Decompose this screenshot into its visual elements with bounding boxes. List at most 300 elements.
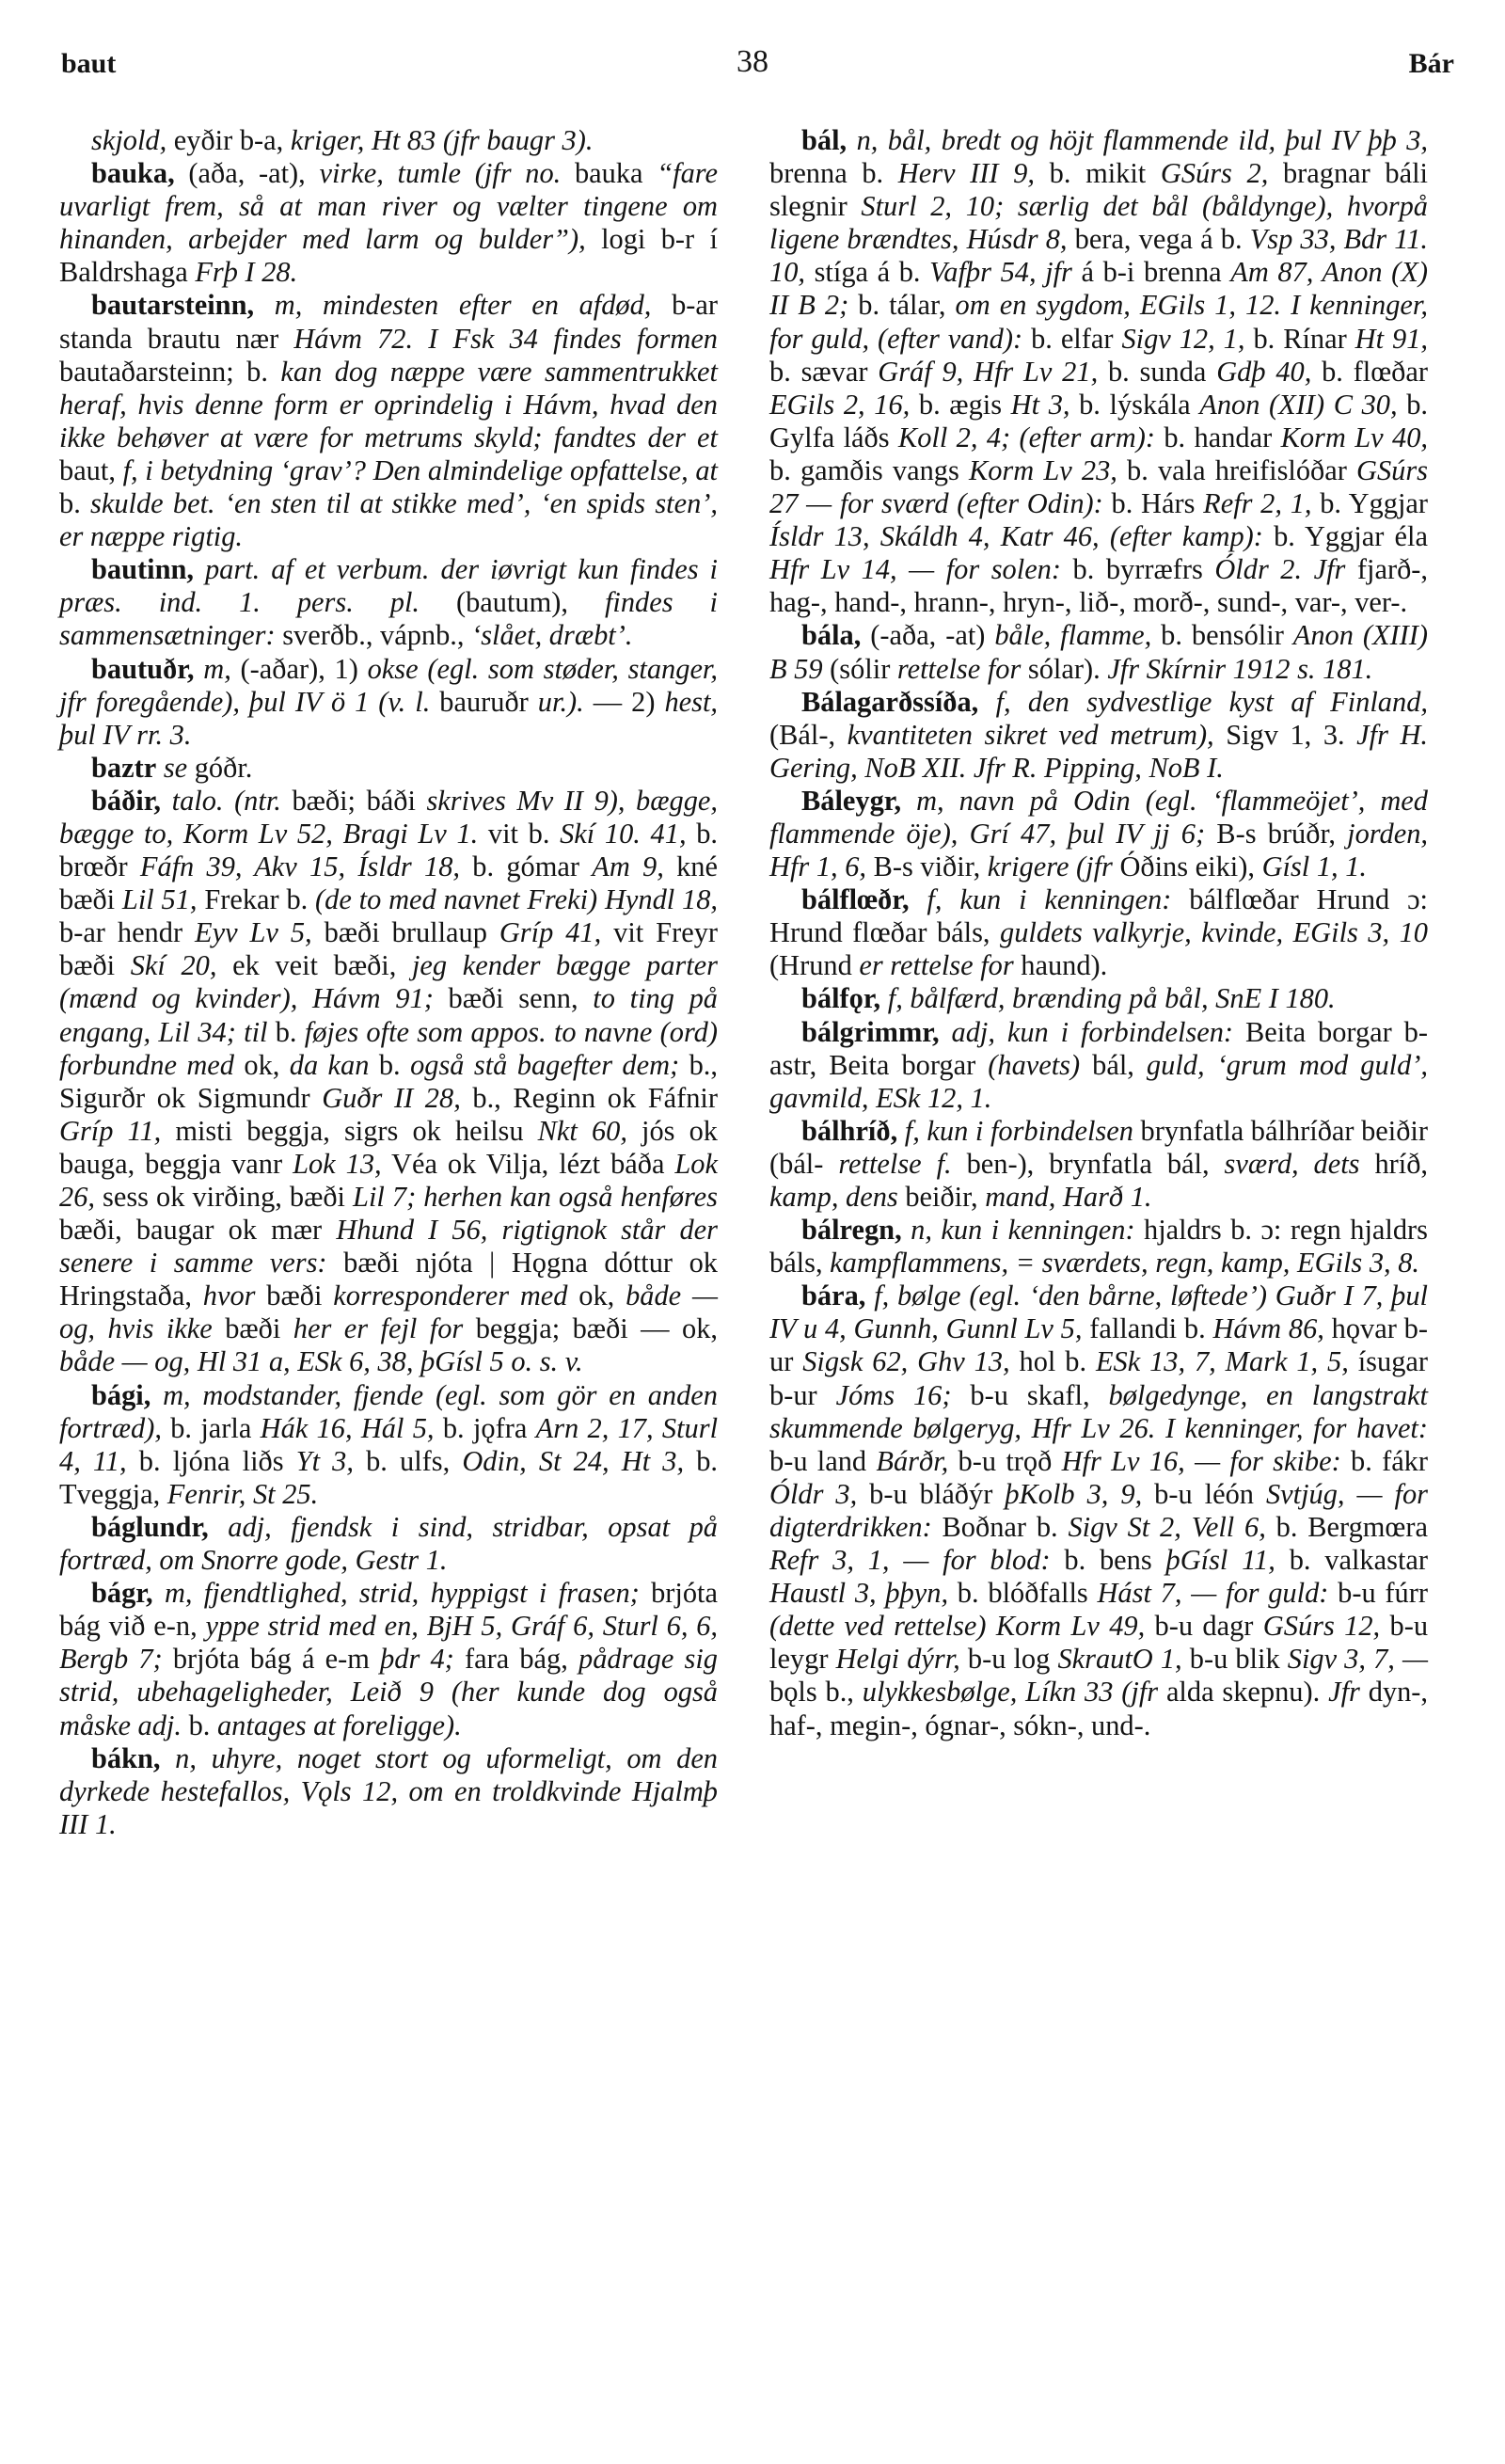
italic-gloss: findes i sammensætninger: [59, 586, 718, 652]
entry-text: b. ulfs, [353, 1444, 463, 1477]
headword: bági, [91, 1378, 151, 1411]
italic-gloss: Jfr H. Gering, NoB XII. Jfr R. Pipping, NoB I. [769, 718, 1429, 784]
italic-gloss: f, kun i forbindelsen [904, 1114, 1133, 1147]
italic-gloss: jeg kender bægge parter (mænd og kvinder), Hávm 91; [59, 949, 718, 1015]
entry-text: sólar). [1021, 652, 1108, 685]
entry-text: b. [181, 1709, 217, 1741]
italic-gloss: þKolb 3, 9, [1005, 1477, 1143, 1510]
headword: bára, [801, 1280, 866, 1312]
entry-text: bæði; báði [280, 784, 427, 817]
entry-text: b. Gylfa láðs [769, 388, 1429, 453]
italic-gloss: Gráf 9, Hfr Lv 21, [878, 355, 1099, 388]
dictionary-entry [769, 1016, 1428, 1115]
entry-text: bǫls b., [769, 1676, 863, 1709]
italic-gloss: rettelse for [896, 652, 1022, 685]
italic-gloss: to ting på engang, Lil 34; til [59, 982, 718, 1048]
entry-text: sess ok virðing, bæði [95, 1181, 354, 1213]
italic-gloss: Hást 7, — for guld: [1097, 1577, 1329, 1610]
entry-text: Boðnar b. [931, 1510, 1069, 1543]
entry-text: bæði senn, [433, 982, 594, 1015]
entry-text [847, 124, 856, 156]
entry-text: Beita borgar b-astr, Beita borgar [769, 1015, 1428, 1081]
italic-gloss: Hfr Lv 14, — for solen: [769, 553, 1061, 586]
entry-text: b-u fúrr [1328, 1577, 1428, 1610]
italic-gloss: både — og, Hl 31 a, ESk 6, 38, þGísl 5 o. s. v. [59, 1345, 583, 1378]
running-head-left: baut [61, 48, 117, 79]
italic-gloss: korresponderer med [333, 1280, 568, 1312]
entry-text [865, 1280, 874, 1311]
italic-gloss: m, mindesten efter en afdød, [274, 289, 652, 322]
italic-gloss: okse (egl. som støder, stanger, jfr foregående), þul IV ö 1 (v. l. [59, 652, 718, 718]
entry-text: alda skepnu). [1158, 1676, 1329, 1709]
entry-text: hjaldrs b. ɔ: regn hjaldrs báls, [769, 1214, 1428, 1280]
italic-gloss: (havets) [988, 1048, 1081, 1081]
italic-gloss: Hák 16, Hál 5, [260, 1411, 435, 1444]
italic-gloss: hvor [202, 1280, 256, 1312]
italic-gloss: Korm Lv 23, [968, 453, 1117, 486]
italic-gloss: kan dog næppe være sammentrukket heraf, hvis denne form er oprindelig i Hávm, hvad den ikke behøver at være for metrums skyld; fandtes der et [59, 355, 718, 453]
italic-gloss: guldets valkyrje, kvinde, EGils 3, 10 [1000, 916, 1428, 949]
entry-text [209, 1511, 229, 1543]
italic-gloss: ur.). [537, 685, 584, 718]
italic-gloss: f, bølge (egl. ‘den bårne, løftede’) Guðr I 7, þul IV u 4, Gunnh, Gunnl Lv 5, [769, 1280, 1428, 1345]
italic-gloss: om en sygdom, EGils 1, 12. I kenninger, for guld, (efter vand): [769, 289, 1428, 355]
italic-gloss: GSúrs 2, [1160, 157, 1269, 190]
italic-gloss: (de to med navnet Freki) Hyndl 18, [315, 883, 719, 916]
italic-gloss: Fenrir, St 25. [166, 1477, 319, 1510]
italic-gloss: pådrage sig strid, ubehageligheder, Leið 9 (her kunde dog også måske adj. [59, 1643, 718, 1741]
italic-gloss: Herv III 9, [897, 157, 1035, 190]
entry-text: hríð, [1359, 1147, 1429, 1180]
italic-gloss: skulde bet. ‘en sten til at stikke med’, ‘en spids sten’, er næppe rigtig. [59, 487, 718, 553]
headword: bálregn, [801, 1214, 902, 1247]
italic-gloss: guld, ‘grum mod guld’, gavmild, ESk 12, 1. [769, 1048, 1428, 1114]
italic-gloss: hest, þul IV rr. 3. [59, 685, 718, 751]
headword: bálflœðr, [801, 883, 910, 916]
headword: Bálagarðssíða, [801, 685, 979, 718]
dictionary-entry [59, 289, 718, 553]
dictionary-entry [59, 1742, 718, 1841]
entry-text: sverðb., vápnb., [275, 619, 472, 652]
entry-text: (sólir [822, 652, 897, 685]
entry-text: b-u dagr [1145, 1610, 1263, 1643]
italic-gloss: m, fjendtlighed, strid, hyppigst i frasen; [164, 1577, 640, 1610]
entry-text: vit b. [478, 817, 561, 850]
entry-text: b. bens [1050, 1544, 1166, 1577]
entry-text: góðr. [187, 751, 253, 784]
italic-gloss: EGils 2, 16, [769, 388, 911, 421]
dictionary-entry [59, 124, 718, 157]
italic-gloss: føjes ofte som appos. to navne (ord) forbundne med [59, 1015, 718, 1081]
entry-text: brynfatla bálhríðar beiðir (bál- [769, 1114, 1428, 1180]
italic-gloss: (dette ved rettelse) Korm Lv 49, [769, 1610, 1146, 1643]
entry-text [901, 785, 916, 817]
italic-gloss: n, kun i kenningen: [911, 1214, 1135, 1247]
entry-text [254, 289, 275, 321]
entry-text: b. sunda [1098, 355, 1217, 388]
entry-text [940, 1016, 952, 1048]
italic-gloss: þdr 4; [380, 1643, 454, 1676]
page-number: 38 [737, 44, 768, 79]
entry-text: ben-), brynfatla bál, [951, 1147, 1225, 1180]
dictionary-entry [769, 1280, 1428, 1741]
entry-text: bæði brullaup [311, 916, 499, 949]
italic-gloss: Korm Lv 40, [1280, 421, 1428, 453]
entry-text: bæði [255, 1280, 334, 1312]
italic-gloss: Nkt 60, [537, 1114, 627, 1147]
entry-text: b. blóðfalls [948, 1577, 1098, 1610]
italic-gloss: Sigv 12, 1, [1121, 322, 1245, 355]
entry-text [195, 653, 204, 685]
entry-text: bál, [1080, 1048, 1147, 1081]
italic-gloss: Ht 3, [1010, 388, 1070, 421]
entry-text: baut, [59, 453, 123, 486]
italic-gloss: Arn 2, 17, Sturl 4, 11, [59, 1411, 719, 1477]
entry-text: (aða, -at), [174, 157, 320, 190]
entry-text: hol b. [1009, 1345, 1096, 1378]
italic-gloss: Eyv Lv 5, [195, 916, 312, 949]
italic-gloss: er rettelse for [859, 949, 1014, 982]
italic-gloss: m, navn på Odin (egl. ‘flammeöjet’, med flammende öje), Grí 47, þul IV jj 6; [769, 784, 1428, 850]
entry-text [902, 1214, 911, 1246]
right-column [769, 124, 1428, 1742]
entry-text: Sigv 1, 3. [1213, 718, 1357, 751]
dictionary-entry [769, 619, 1428, 685]
italic-gloss: både — og, hvis ikke [59, 1280, 719, 1345]
entry-text [897, 1115, 905, 1147]
italic-gloss: virke, tumle (jfr no. [319, 157, 562, 190]
entry-text: b. tálar, [848, 289, 956, 322]
entry-text: hǫvar b-ur [769, 1312, 1428, 1378]
entry-text: b. mikit [1034, 157, 1161, 190]
left-column [59, 124, 718, 1841]
italic-gloss: da kan [289, 1048, 370, 1081]
italic-gloss: Refr 3, 1, — for blod: [769, 1544, 1051, 1577]
entry-text: b. Bergmœra [1265, 1510, 1428, 1543]
entry-text [150, 1379, 163, 1411]
entry-text: Óðins eiki), [1112, 850, 1262, 883]
dictionary-entry [769, 686, 1428, 785]
headword: Báleygr, [801, 784, 902, 817]
entry-text: b. Rínar [1244, 322, 1355, 355]
italic-gloss: “fare uvarligt frem, så at man river og vælter tingene om hinanden, arbejder med larm og bulder”), [59, 157, 718, 256]
italic-gloss: ESk 13, 7, Mark 1, 5, [1095, 1345, 1349, 1378]
dictionary-entry [59, 157, 718, 289]
entry-text: b. Yggjar éla [1262, 520, 1428, 553]
italic-gloss: kvantiteten sikret ved metrum), [847, 718, 1214, 751]
italic-gloss: Odin, St 24, Ht 3, [462, 1444, 685, 1477]
italic-gloss: f, kun i kenningen: [927, 883, 1172, 916]
italic-gloss: båle, flamme, [994, 619, 1152, 652]
dictionary-entry [59, 1577, 718, 1741]
italic-gloss: talo. (ntr. [171, 784, 281, 817]
italic-gloss: Fáfn 39, Akv 15, Ísldr 18, [139, 850, 460, 883]
italic-gloss: m, modstander, fjende (egl. som gör en anden fortræd), [59, 1378, 718, 1444]
entry-text: b-u land [769, 1444, 877, 1477]
dictionary-entry [59, 752, 718, 785]
headword: báðir, [91, 784, 162, 817]
entry-text: b. gamðis vangs [769, 453, 969, 486]
entry-text: Frekar b. [197, 883, 316, 916]
entry-text: b. valkastar [1275, 1544, 1429, 1577]
italic-gloss: Sigv 3, 7, — [1287, 1643, 1429, 1676]
entry-text: b. vala hreifislóðar [1117, 453, 1356, 486]
entry-text: haund). [1013, 949, 1108, 982]
italic-gloss: Lok 26, [59, 1147, 718, 1213]
headword: bákn, [91, 1741, 161, 1774]
italic-gloss: Anon (XII) C 30, [1199, 388, 1398, 421]
entry-text: bera, vega á b. [1067, 223, 1250, 256]
entry-text: b. ljóna liðs [126, 1444, 296, 1477]
entry-text: b., Sigurðr ok Sigmundr [59, 1048, 718, 1114]
headword: báglundr, [91, 1510, 209, 1543]
italic-gloss: mand, Harð 1. [985, 1181, 1152, 1213]
entry-text: (-aða, -at) [861, 619, 995, 652]
italic-gloss: Gríp 41, [499, 916, 602, 949]
dictionary-entry [769, 785, 1428, 883]
entry-text: b-u bláðýr [857, 1477, 1006, 1510]
italic-gloss: se [163, 751, 188, 784]
entry-text: b-u log [959, 1643, 1058, 1676]
italic-gloss: Sigsk 62, Ghv 13, [802, 1345, 1010, 1378]
dictionary-entry [769, 1115, 1428, 1214]
entry-text: b. Yggjar [1311, 487, 1428, 520]
italic-gloss: Vafþr 54, jfr [929, 256, 1072, 289]
entry-text: ok, [567, 1280, 626, 1312]
italic-gloss: Am 87, Anon (X) II B 2; [769, 256, 1428, 322]
italic-gloss: Haustl 3, þþyn, [769, 1577, 949, 1610]
italic-gloss: Frþ I 28. [195, 256, 298, 289]
italic-gloss: Koll 2, 4; (efter arm): [897, 421, 1155, 453]
entry-text: b. jarla [161, 1411, 261, 1444]
italic-gloss: f, bålfærd, brænding på bål, SnE I 180. [887, 982, 1336, 1015]
italic-gloss: adj, fjendsk i sind, stridbar, opsat på fortræd, om Snorre gode, Gestr 1. [59, 1510, 718, 1577]
entry-text: bæði, baugar ok mær [59, 1214, 337, 1247]
italic-gloss: þGísl 11, [1165, 1544, 1275, 1577]
entry-text: b-ar standa brautu nær [59, 289, 718, 355]
entry-text: Véa ok Vilja, lézt báða [381, 1147, 675, 1180]
italic-gloss: Am 9, [592, 850, 664, 883]
dictionary-entry [59, 553, 718, 652]
entry-text: b-u leygr [769, 1610, 1429, 1676]
entry-text: b. byrræfrs [1061, 553, 1215, 586]
entry-text: bragnar báli slegnir [769, 157, 1428, 223]
headword: bálfǫr, [801, 982, 881, 1015]
entry-text: (bautum), [420, 586, 605, 619]
italic-gloss: Ísldr 13, Skáldh 4, Katr 46, (efter kamp): [769, 520, 1263, 553]
italic-gloss: kriger, Ht 83 (jfr baugr 3). [290, 124, 594, 156]
entry-text: ísugar b-ur [769, 1345, 1429, 1411]
entry-text [161, 785, 172, 817]
italic-gloss: Bárðr, [876, 1444, 949, 1477]
entry-text: b. elfar [1022, 322, 1122, 355]
entry-text: (-aðar), 1) [230, 652, 368, 685]
entry-text: bauruðr [430, 685, 538, 718]
italic-gloss: Hfr Lv 16, — for skibe: [1061, 1444, 1341, 1477]
italic-gloss: Sigv St 2, Vell 6, [1068, 1510, 1266, 1543]
entry-text: á b-i brenna [1071, 256, 1231, 289]
italic-gloss: Skí 20, [130, 949, 217, 982]
entry-text [153, 1577, 165, 1609]
italic-gloss: Skí 10. 41, [560, 817, 687, 850]
italic-gloss: GSúrs 12, [1262, 1610, 1381, 1643]
italic-gloss: Lil 7; herhen kan også henføres [353, 1181, 719, 1213]
dictionary-entry [769, 883, 1428, 982]
entry-text: ok, [233, 1048, 290, 1081]
italic-gloss: Helgi dýrr, [835, 1643, 960, 1676]
italic-gloss: kampflammens, = sværdets, regn, kamp, EGils 3, 8. [830, 1247, 1420, 1280]
italic-gloss: SkrautO 1, [1057, 1643, 1182, 1676]
entry-text: b. [369, 1048, 411, 1081]
italic-gloss: n, uhyre, noget stort og uformeligt, om den dyrkede hestefallos, Vǫls 12, om en troldkvinde Hjalmþ III 1. [59, 1741, 718, 1840]
italic-gloss: Jfr Skírnir 1912 s. 181. [1107, 652, 1373, 685]
italic-gloss: skrives Mv II 9), bægge, bægge to, Korm Lv 52, Bragi Lv 1. [59, 784, 718, 850]
entry-text: b-u trǫð [948, 1444, 1062, 1477]
entry-text: fjarð-, hag-, hand-, hrann-, hryn-, lið-, morð-, sund-, var-, ver-. [769, 553, 1429, 619]
entry-text: kné bæði [59, 850, 718, 916]
entry-text: ek veit bæði, [216, 949, 412, 982]
italic-gloss: Lok 13, [293, 1147, 382, 1180]
italic-gloss: sværd, dets [1224, 1147, 1360, 1180]
italic-gloss: Hhund I 56, rigtignok står der senere i samme vers: [59, 1214, 718, 1280]
italic-gloss: rettelse f. [838, 1147, 952, 1180]
italic-gloss: antages at foreligge). [216, 1709, 462, 1741]
entry-text: b. lýskála [1069, 388, 1200, 421]
entry-text: b. brœðr [59, 817, 719, 883]
italic-gloss: Gdþ 40, [1216, 355, 1312, 388]
entry-text: b. Tveggja, [59, 1444, 719, 1510]
entry-text: b-u léón [1142, 1477, 1266, 1510]
entry-text [161, 1742, 176, 1774]
entry-text: b-ar hendr [59, 916, 196, 949]
entry-text: brenna b. [769, 157, 898, 190]
italic-gloss: adj, kun i forbindelsen: [951, 1015, 1234, 1048]
entry-text: jós ok bauga, beggja vanr [59, 1114, 718, 1180]
entry-text: fallandi b. [1082, 1312, 1213, 1345]
entry-text: bauka [561, 157, 657, 190]
entry-text: (Hrund [769, 949, 860, 982]
headword: bálhríð, [801, 1114, 898, 1147]
italic-gloss: bølgedynge, en langstrakt skummende bølgeryg, Hfr Lv 26. I kenninger, for havet: [769, 1378, 1428, 1444]
entry-text: b. bensólir [1151, 619, 1293, 652]
entry-text: brjóta bág við e-n, [59, 1577, 718, 1643]
headword: bautuðr, [91, 652, 195, 685]
dictionary-entry [769, 124, 1428, 619]
entry-text: b. ægis [910, 388, 1011, 421]
italic-gloss: her er fejl for [293, 1312, 464, 1345]
italic-gloss: Anon (XIII) B 59 [769, 619, 1428, 685]
italic-gloss: ulykkesbølge, Líkn 33 (jfr [862, 1676, 1159, 1709]
italic-gloss: Yt 3, [295, 1444, 354, 1477]
italic-gloss: f, den sydvestlige kyst af Finland, [995, 685, 1428, 718]
entry-text: brjóta bág á e-m [162, 1643, 381, 1676]
italic-gloss: Svtjúg, — for digterdrikken: [769, 1477, 1428, 1543]
entry-text: vit Freyr bæði [59, 916, 719, 982]
headword: bágr, [91, 1577, 153, 1610]
entry-text: b. fákr [1340, 1444, 1428, 1477]
entry-text: b. flœðar [1311, 355, 1428, 388]
dictionary-entry [769, 982, 1428, 1015]
headword: bálgrimmr, [801, 1015, 940, 1048]
italic-gloss: Jóms 16; [835, 1378, 952, 1411]
italic-gloss: Ht 91, [1354, 322, 1429, 355]
italic-gloss: Hávm 86, [1212, 1312, 1324, 1345]
italic-gloss: Vsp 33, Bdr 11. 10, [769, 223, 1428, 289]
italic-gloss: n, bål, bredt og höjt flammende ild, þul IV þþ 3, [856, 124, 1428, 156]
entry-text: b. jǫfra [434, 1411, 536, 1444]
entry-text: beggja; bæði — ok, [463, 1312, 718, 1345]
italic-gloss: Óldr 3, [769, 1477, 858, 1510]
entry-text: — 2) [583, 685, 665, 718]
headword: bautarsteinn, [91, 289, 255, 322]
entry-text: stíga á b. [805, 256, 930, 289]
entry-text: b. [59, 487, 91, 520]
entry-text: b. handar [1154, 421, 1281, 453]
italic-gloss: Refr 2, 1, [1203, 487, 1312, 520]
entry-text: misti beggja, sigrs ok heilsu [161, 1114, 538, 1147]
italic-gloss: krigere (jfr [987, 850, 1113, 883]
italic-gloss: part. af et verbum. der iøvrigt kun findes i præs. ind. 1. pers. pl. [59, 553, 718, 619]
entry-text: B-s brúðr, [1205, 817, 1348, 850]
italic-gloss: Lil 51, [121, 883, 198, 916]
italic-gloss: kamp, dens [769, 1181, 898, 1213]
italic-gloss: f, i betydning ‘grav’? Den almindelige opfattelse, at [122, 453, 718, 486]
entry-text: dyn-, haf-, megin-, ógnar-, sókn-, und-. [769, 1676, 1428, 1741]
italic-gloss: Hávm 72. I Fsk 34 findes formen [293, 322, 718, 355]
entry-text [156, 752, 164, 784]
entry-text: b. gómar [460, 850, 593, 883]
italic-gloss: også stå bagefter dem; [410, 1048, 680, 1081]
italic-gloss: Sturl 2, 10; særlig det bål (båldynge), hvorpå ligene brændtes, Húsdr 8, [769, 190, 1428, 256]
italic-gloss: jorden, Hfr 1, 6, [769, 817, 1428, 883]
entry-text: b., Reginn ok Fáfnir [460, 1081, 718, 1114]
entry-text: b. [267, 1015, 305, 1048]
italic-gloss: Guðr II 28, [322, 1081, 461, 1114]
entry-text: fara bág, [453, 1643, 579, 1676]
headword: baztr [91, 751, 157, 784]
dictionary-entry [59, 1379, 718, 1511]
italic-gloss: yppe strid med en, BjH 5, Gráf 6, Sturl 6, 6, Bergb 7; [59, 1610, 718, 1676]
entry-text: b-u skafl, [951, 1378, 1109, 1411]
entry-text: b. Hárs [1102, 487, 1204, 520]
headword: bautinn, [91, 553, 194, 586]
entry-text: logi b-r í Baldrshaga [59, 223, 718, 289]
dictionary-entry [59, 653, 718, 752]
headword: bauka, [91, 157, 175, 190]
dictionary-entry [769, 1214, 1428, 1280]
headword: bála, [801, 619, 862, 652]
italic-gloss: skjold, [91, 124, 167, 156]
entry-text [194, 553, 205, 585]
entry-text: b-u blik [1181, 1643, 1288, 1676]
entry-text: b. sævar [769, 355, 879, 388]
running-head-right: Bár [1408, 48, 1454, 79]
headword: bál, [801, 124, 848, 156]
entry-text: B-s viðir, [866, 850, 988, 883]
dictionary-entry [59, 1511, 718, 1577]
entry-text: beiðir, [897, 1181, 986, 1213]
italic-gloss: m, [203, 652, 231, 685]
italic-gloss: Jfr [1328, 1676, 1360, 1709]
entry-text [880, 982, 888, 1014]
italic-gloss: GSúrs 27 — for sværd (efter Odin): [769, 453, 1428, 520]
italic-gloss: ‘slået, dræbt’. [471, 619, 633, 652]
entry-text: eyðir b-a, [166, 124, 291, 156]
italic-gloss: Óldr 2. Jfr [1214, 553, 1346, 586]
entry-text: (Bál-, [769, 718, 848, 751]
entry-text: bautaðarsteinn; b. [59, 355, 281, 388]
entry-text [910, 883, 927, 915]
